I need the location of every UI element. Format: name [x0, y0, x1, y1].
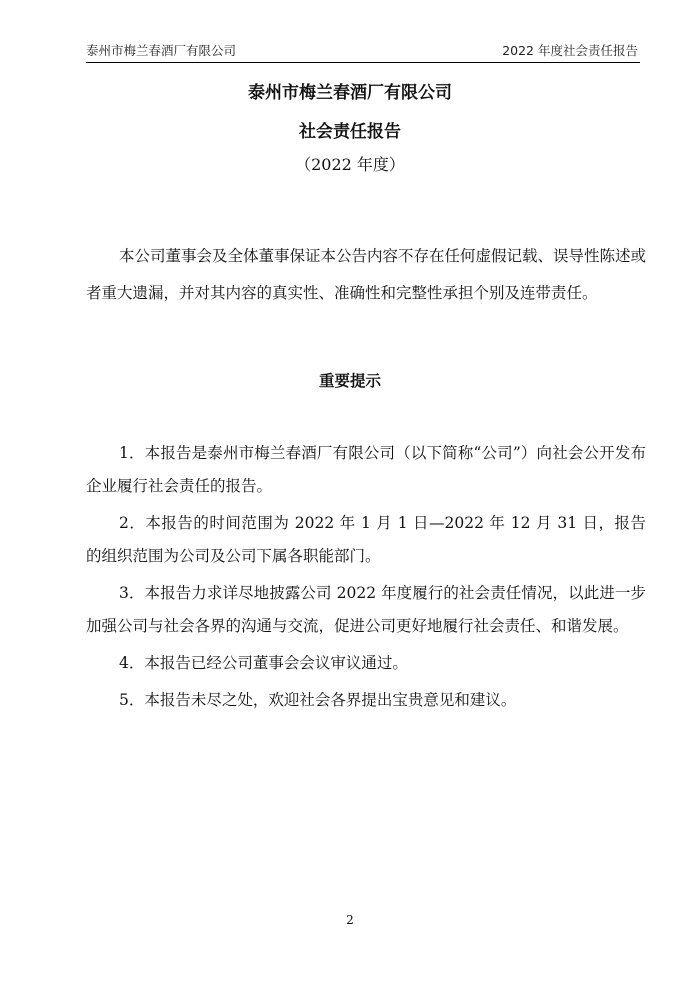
notice-item-1: 1．本报告是泰州市梅兰春酒厂有限公司（以下简称“公司”）向社会公开发布企业履行社会责任的报告。 [86, 444, 646, 495]
document-title-year: （2022 年度） [295, 155, 405, 174]
page-number: 2 [346, 913, 354, 927]
important-notice-list [86, 437, 646, 721]
page-header [86, 40, 640, 63]
header-report-title: 2022 年度社会责任报告 [502, 43, 638, 58]
document-title-report: 社会责任报告 [299, 122, 401, 142]
board-statement-paragraph: 本公司董事会及全体董事保证本公告内容不存在任何虚假记载、误导性陈述或者重大遗漏，并对其内容的真实性、准确性和完整性承担个别及连带责任。 [86, 246, 647, 302]
notice-item-4: 4．本报告已经公司董事会会议审议通过。 [119, 654, 408, 672]
notice-item-3: 3．本报告力求详尽地披露公司 2022 年度履行的社会责任情况，以此进一步加强公司与社会各界的沟通与交流，促进公司更好地履行社会责任、和谐发展。 [86, 584, 646, 635]
notice-item-5: 5．本报告未尽之处，欢迎社会各界提出宝贵意见和建议。 [119, 691, 517, 709]
notice-item-2: 2．本报告的时间范围为 2022 年 1 月 1 日—2022 年 12 月 31 日，报告的组织范围为公司及公司下属各职能部门。 [86, 514, 646, 565]
document-title-company: 泰州市梅兰春酒厂有限公司 [248, 83, 452, 103]
important-notice-heading: 重要提示 [318, 372, 381, 390]
header-company-name: 泰州市梅兰春酒厂有限公司 [86, 43, 237, 58]
